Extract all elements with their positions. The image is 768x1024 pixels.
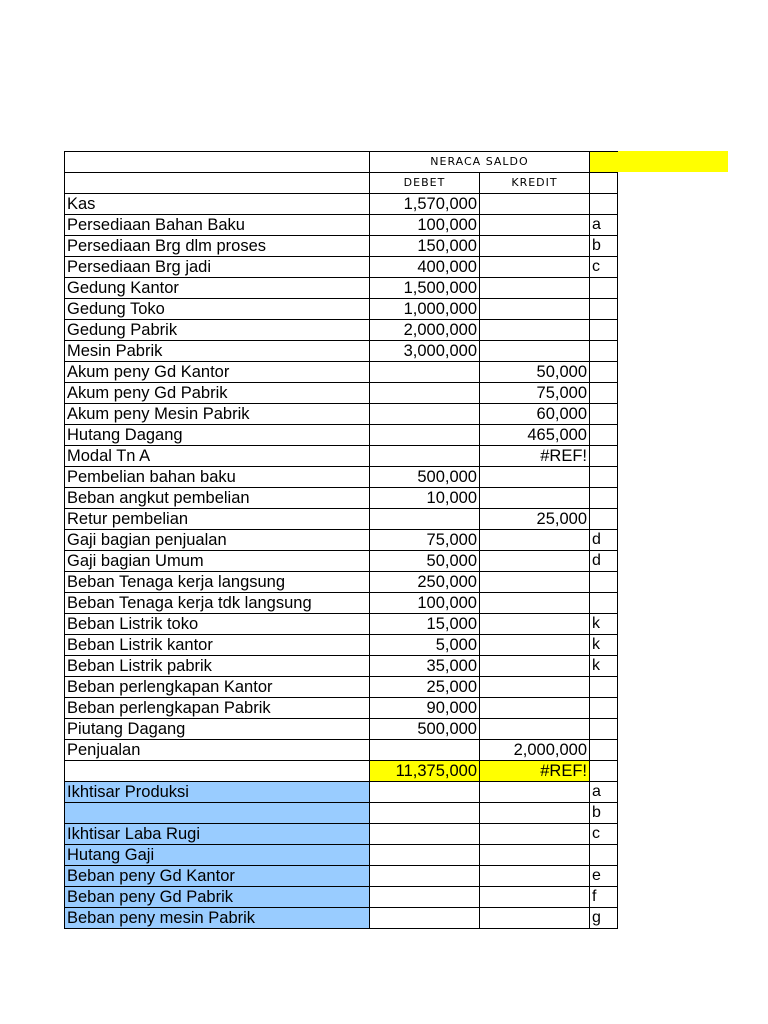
debet-column-header[interactable]: DEBET: [370, 173, 480, 194]
header-row-columns: [65, 173, 618, 194]
table-row: [65, 572, 618, 593]
table-row: [65, 257, 618, 278]
kredit-cell[interactable]: [480, 257, 590, 278]
header-blank-cell[interactable]: [65, 173, 370, 194]
kredit-cell[interactable]: [480, 215, 590, 236]
table-row: [65, 887, 618, 908]
kredit-cell[interactable]: #REF!: [480, 446, 590, 467]
table-row: [65, 446, 618, 467]
table-row: [65, 194, 618, 215]
debet-cell[interactable]: [370, 803, 480, 824]
debet-cell[interactable]: [370, 866, 480, 887]
table-row: [65, 341, 618, 362]
account-cell[interactable]: Beban Tenaga kerja tdk langsung: [65, 593, 370, 614]
debet-cell[interactable]: [370, 509, 480, 530]
account-cell[interactable]: Gedung Kantor: [65, 278, 370, 299]
note-cell[interactable]: [590, 698, 618, 719]
kredit-cell[interactable]: [480, 656, 590, 677]
kredit-cell[interactable]: [480, 908, 590, 929]
kredit-cell[interactable]: #REF!: [480, 761, 590, 782]
debet-cell[interactable]: 500,000: [370, 467, 480, 488]
account-cell[interactable]: Mesin Pabrik: [65, 341, 370, 362]
kredit-cell[interactable]: 2,000,000: [480, 740, 590, 761]
table-row: [65, 866, 618, 887]
note-cell[interactable]: c: [590, 824, 618, 845]
header-row-title: [65, 152, 618, 173]
kredit-cell[interactable]: [480, 698, 590, 719]
debet-cell[interactable]: 1,570,000: [370, 194, 480, 215]
table-row: [65, 614, 618, 635]
table-row: [65, 362, 618, 383]
note-cell[interactable]: [590, 761, 618, 782]
debet-cell[interactable]: 25,000: [370, 677, 480, 698]
table-row: [65, 719, 618, 740]
table-row: [65, 488, 618, 509]
debet-cell[interactable]: 3,000,000: [370, 341, 480, 362]
debet-cell[interactable]: 2,000,000: [370, 320, 480, 341]
table-row: [65, 530, 618, 551]
account-cell[interactable]: Akum peny Mesin Pabrik: [65, 404, 370, 425]
debet-cell[interactable]: [370, 446, 480, 467]
account-cell[interactable]: Beban Tenaga kerja langsung: [65, 572, 370, 593]
account-cell[interactable]: Persediaan Brg jadi: [65, 257, 370, 278]
table-row: [65, 782, 618, 803]
account-cell[interactable]: Hutang Gaji: [65, 845, 370, 866]
debet-cell[interactable]: 50,000: [370, 551, 480, 572]
account-cell[interactable]: Persediaan Bahan Baku: [65, 215, 370, 236]
kredit-cell[interactable]: [480, 719, 590, 740]
kredit-cell[interactable]: [480, 341, 590, 362]
account-cell[interactable]: Gaji bagian Umum: [65, 551, 370, 572]
debet-cell[interactable]: 11,375,000: [370, 761, 480, 782]
debet-cell[interactable]: 100,000: [370, 593, 480, 614]
note-cell[interactable]: e: [590, 866, 618, 887]
kredit-cell[interactable]: [480, 593, 590, 614]
account-cell[interactable]: Piutang Dagang: [65, 719, 370, 740]
table-row: [65, 467, 618, 488]
debet-cell[interactable]: 400,000: [370, 257, 480, 278]
note-cell[interactable]: d: [590, 530, 618, 551]
kredit-cell[interactable]: [480, 530, 590, 551]
debet-cell[interactable]: 500,000: [370, 719, 480, 740]
debet-cell[interactable]: [370, 425, 480, 446]
kredit-cell[interactable]: [480, 467, 590, 488]
kredit-cell[interactable]: [480, 866, 590, 887]
debet-cell[interactable]: 15,000: [370, 614, 480, 635]
debet-cell[interactable]: [370, 908, 480, 929]
trial-balance-table: [64, 151, 618, 929]
note-cell[interactable]: [590, 740, 618, 761]
debet-cell[interactable]: [370, 782, 480, 803]
note-cell[interactable]: [590, 299, 618, 320]
table-row: [65, 278, 618, 299]
total-row: [65, 761, 618, 782]
kredit-cell[interactable]: [480, 887, 590, 908]
account-cell[interactable]: Beban peny Gd Kantor: [65, 866, 370, 887]
table-row: [65, 299, 618, 320]
debet-cell[interactable]: 250,000: [370, 572, 480, 593]
kredit-cell[interactable]: [480, 824, 590, 845]
kredit-cell[interactable]: [480, 572, 590, 593]
note-cell[interactable]: d: [590, 551, 618, 572]
note-cell[interactable]: k: [590, 635, 618, 656]
note-cell[interactable]: [590, 404, 618, 425]
kredit-cell[interactable]: [480, 299, 590, 320]
debet-cell[interactable]: 100,000: [370, 215, 480, 236]
account-cell[interactable]: Modal Tn A: [65, 446, 370, 467]
note-cell[interactable]: k: [590, 656, 618, 677]
account-cell[interactable]: [65, 761, 370, 782]
account-cell[interactable]: Pembelian bahan baku: [65, 467, 370, 488]
table-row: [65, 320, 618, 341]
note-cell[interactable]: b: [590, 803, 618, 824]
account-cell[interactable]: Beban peny mesin Pabrik: [65, 908, 370, 929]
table-row: [65, 236, 618, 257]
debet-cell[interactable]: 150,000: [370, 236, 480, 257]
debet-cell[interactable]: 75,000: [370, 530, 480, 551]
kredit-cell[interactable]: 60,000: [480, 404, 590, 425]
note-cell[interactable]: f: [590, 887, 618, 908]
account-cell[interactable]: Persediaan Brg dlm proses: [65, 236, 370, 257]
account-cell[interactable]: Gaji bagian penjualan: [65, 530, 370, 551]
account-cell[interactable]: Akum peny Gd Pabrik: [65, 383, 370, 404]
note-cell[interactable]: c: [590, 257, 618, 278]
kredit-cell[interactable]: [480, 488, 590, 509]
table-row: [65, 593, 618, 614]
note-cell[interactable]: [590, 425, 618, 446]
table-row: [65, 635, 618, 656]
note-cell[interactable]: [590, 341, 618, 362]
account-cell[interactable]: [65, 803, 370, 824]
table-row: [65, 425, 618, 446]
account-cell[interactable]: Beban Listrik toko: [65, 614, 370, 635]
account-cell[interactable]: Beban perlengkapan Kantor: [65, 677, 370, 698]
debet-cell[interactable]: [370, 383, 480, 404]
kredit-cell[interactable]: 25,000: [480, 509, 590, 530]
kredit-cell[interactable]: [480, 236, 590, 257]
account-cell[interactable]: Penjualan: [65, 740, 370, 761]
note-cell[interactable]: [590, 194, 618, 215]
debet-cell[interactable]: 10,000: [370, 488, 480, 509]
debet-cell[interactable]: [370, 740, 480, 761]
note-cell[interactable]: g: [590, 908, 618, 929]
account-cell[interactable]: Beban angkut pembelian: [65, 488, 370, 509]
note-cell[interactable]: [590, 509, 618, 530]
account-cell[interactable]: Beban perlengkapan Pabrik: [65, 698, 370, 719]
note-cell[interactable]: [590, 572, 618, 593]
debet-cell[interactable]: 1,500,000: [370, 278, 480, 299]
debet-cell[interactable]: [370, 404, 480, 425]
note-cell[interactable]: [590, 320, 618, 341]
note-cell[interactable]: [590, 677, 618, 698]
account-cell[interactable]: Retur pembelian: [65, 509, 370, 530]
note-cell[interactable]: [590, 362, 618, 383]
note-cell[interactable]: a: [590, 215, 618, 236]
kredit-cell[interactable]: [480, 803, 590, 824]
kredit-cell[interactable]: 75,000: [480, 383, 590, 404]
note-cell[interactable]: [590, 278, 618, 299]
account-cell[interactable]: Hutang Dagang: [65, 425, 370, 446]
account-cell[interactable]: Beban peny Gd Pabrik: [65, 887, 370, 908]
debet-cell[interactable]: 5,000: [370, 635, 480, 656]
table-row: [65, 824, 618, 845]
note-cell[interactable]: [590, 719, 618, 740]
note-cell[interactable]: [590, 593, 618, 614]
table-row: [65, 383, 618, 404]
table-row: [65, 740, 618, 761]
table-row: [65, 509, 618, 530]
table-row: [65, 404, 618, 425]
section-title[interactable]: NERACA SALDO: [370, 152, 590, 173]
debet-cell[interactable]: [370, 887, 480, 908]
kredit-cell[interactable]: 465,000: [480, 425, 590, 446]
kredit-cell[interactable]: [480, 845, 590, 866]
debet-cell[interactable]: 1,000,000: [370, 299, 480, 320]
note-cell[interactable]: [590, 845, 618, 866]
kredit-cell[interactable]: [480, 320, 590, 341]
table-row: [65, 908, 618, 929]
kredit-cell[interactable]: [480, 782, 590, 803]
note-cell[interactable]: [590, 446, 618, 467]
note-cell[interactable]: b: [590, 236, 618, 257]
debet-cell[interactable]: [370, 824, 480, 845]
debet-cell[interactable]: 35,000: [370, 656, 480, 677]
debet-cell[interactable]: [370, 845, 480, 866]
table-row: [65, 698, 618, 719]
kredit-column-header[interactable]: KREDIT: [480, 173, 590, 194]
header-blank-cell[interactable]: [65, 152, 370, 173]
account-cell[interactable]: Gedung Pabrik: [65, 320, 370, 341]
debet-cell[interactable]: [370, 362, 480, 383]
kredit-cell[interactable]: [480, 614, 590, 635]
note-cell[interactable]: [590, 467, 618, 488]
table-row: [65, 845, 618, 866]
account-cell[interactable]: Beban Listrik kantor: [65, 635, 370, 656]
table-row: [65, 656, 618, 677]
kredit-cell[interactable]: [480, 194, 590, 215]
table-row: [65, 551, 618, 572]
note-cell[interactable]: a: [590, 782, 618, 803]
header-flag-cell[interactable]: [590, 173, 618, 194]
kredit-cell[interactable]: [480, 278, 590, 299]
account-cell[interactable]: Kas: [65, 194, 370, 215]
table-row: [65, 215, 618, 236]
table-row: [65, 803, 618, 824]
note-cell[interactable]: [590, 383, 618, 404]
account-cell[interactable]: Ikhtisar Laba Rugi: [65, 824, 370, 845]
kredit-cell[interactable]: [480, 677, 590, 698]
account-cell[interactable]: Beban Listrik pabrik: [65, 656, 370, 677]
note-cell[interactable]: k: [590, 614, 618, 635]
kredit-cell[interactable]: 50,000: [480, 362, 590, 383]
kredit-cell[interactable]: [480, 551, 590, 572]
kredit-cell[interactable]: [480, 635, 590, 656]
account-cell[interactable]: Gedung Toko: [65, 299, 370, 320]
note-cell[interactable]: [590, 488, 618, 509]
debet-cell[interactable]: 90,000: [370, 698, 480, 719]
account-cell[interactable]: Ikhtisar Produksi: [65, 782, 370, 803]
header-flag-cell[interactable]: [590, 152, 618, 173]
account-cell[interactable]: Akum peny Gd Kantor: [65, 362, 370, 383]
table-row: [65, 677, 618, 698]
